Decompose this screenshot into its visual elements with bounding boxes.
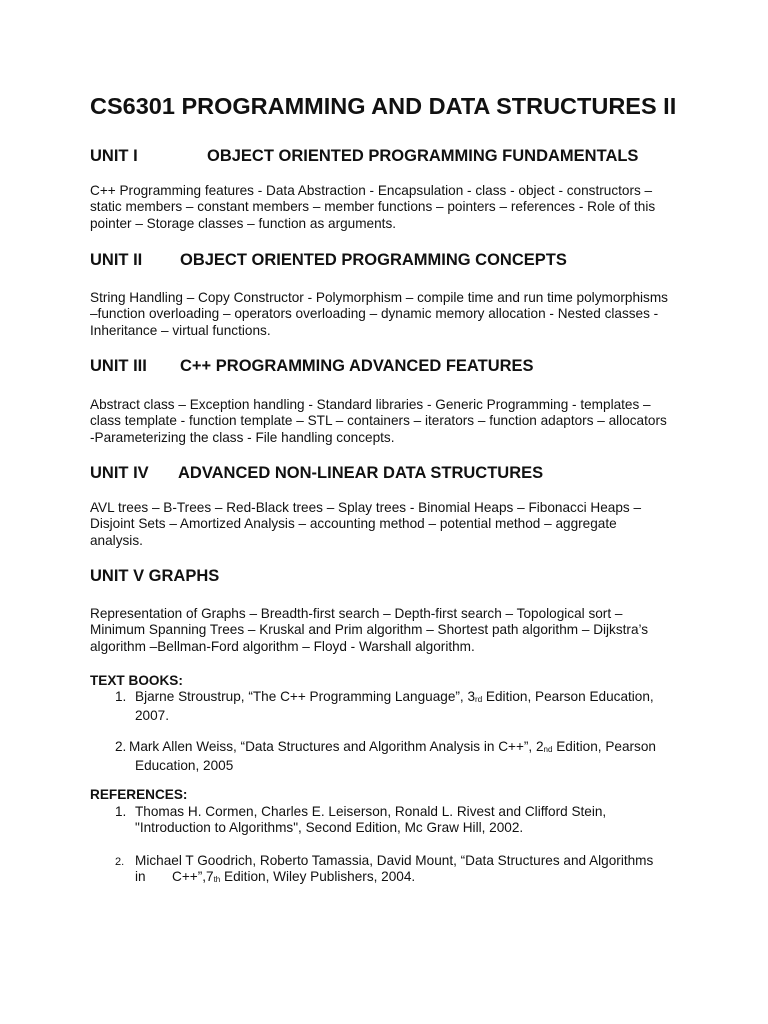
textbook-2-line: Education, 2005 bbox=[135, 758, 234, 774]
textbook-2 bbox=[129, 739, 656, 775]
unit-1-heading bbox=[90, 147, 638, 166]
unit-1-title: OBJECT ORIENTED PROGRAMMING FUNDAMENTALS bbox=[207, 147, 639, 165]
unit-1-number: UNIT I bbox=[90, 147, 138, 165]
unit-1-topics-line: static members – constant members – member functions – pointers – references - Role of this bbox=[90, 199, 656, 215]
reference-1-line: Thomas H. Cormen, Charles E. Leiserson, Ronald L. Rivest and Clifford Stein, bbox=[135, 804, 607, 819]
textbook-2-text-end: Edition, Pearson bbox=[552, 739, 656, 754]
textbook-2-line bbox=[129, 739, 656, 758]
unit-3-title: C++ PROGRAMMING ADVANCED FEATURES bbox=[180, 357, 534, 375]
unit-3-number: UNIT III bbox=[90, 357, 147, 375]
unit-2-topics-line: –function overloading – operators overloading – dynamic memory allocation - Nested classes - bbox=[90, 306, 659, 322]
unit-2-topics-line: Inheritance – virtual functions. bbox=[90, 322, 271, 338]
unit-3-topics-line: Abstract class – Exception handling - Standard libraries - Generic Programming - templates – bbox=[90, 397, 651, 412]
unit-5-topics-line: algorithm –Bellman-Ford algorithm – Floyd - Warshall algorithm. bbox=[90, 638, 475, 654]
textbook-1-text-end: Edition, Pearson Education, bbox=[482, 689, 654, 704]
unit-5-heading bbox=[90, 567, 219, 586]
unit-2-topics-line: String Handling – Copy Constructor - Polymorphism – compile time and run time polymorphisms bbox=[90, 290, 668, 305]
page-title: CS6301 PROGRAMMING AND DATA STRUCTURES II bbox=[90, 93, 677, 119]
unit-4-topics-line: AVL trees – B-Trees – Red-Black trees – Splay trees - Binomial Heaps – Fibonacci Heaps – bbox=[90, 500, 642, 515]
unit-1-topics bbox=[90, 183, 690, 232]
unit-3-topics-line: class template - function template – STL – containers – iterators – function adaptors – allocators bbox=[90, 413, 667, 429]
unit-3-heading bbox=[90, 357, 534, 376]
unit-2-title: OBJECT ORIENTED PROGRAMMING CONCEPTS bbox=[180, 251, 567, 269]
unit-5-number: UNIT V GRAPHS bbox=[90, 567, 220, 585]
unit-3-topics-line: -Parameterizing the class - File handling concepts. bbox=[90, 429, 395, 445]
textbook-2-marker: 2. bbox=[115, 739, 127, 754]
reference-2-marker: 2. bbox=[115, 856, 125, 868]
unit-4-topics bbox=[90, 500, 690, 549]
textbook-1-ordinal: rd bbox=[475, 695, 483, 704]
unit-5-topics-line: Minimum Spanning Trees – Kruskal and Prim algorithm – Shortest path algorithm – Dijkstra’s bbox=[90, 622, 649, 638]
textbook-2-ordinal: nd bbox=[543, 745, 553, 754]
reference-2-ordinal: th bbox=[213, 875, 221, 885]
unit-4-number: UNIT IV bbox=[90, 464, 149, 482]
reference-2-text: in C++”,7 bbox=[135, 869, 214, 885]
reference-1 bbox=[135, 804, 606, 837]
unit-2-heading bbox=[90, 251, 567, 270]
reference-1-line: "Introduction to Algorithms", Second Edition, Mc Graw Hill, 2002. bbox=[135, 820, 524, 836]
unit-1-topics-line: C++ Programming features - Data Abstraction - Encapsulation - class - object - constructors – bbox=[90, 183, 653, 198]
reference-2-text-end: Edition, Wiley Publishers, 2004. bbox=[220, 869, 416, 885]
textbook-1 bbox=[135, 689, 654, 725]
unit-4-title: ADVANCED NON-LINEAR DATA STRUCTURES bbox=[178, 464, 544, 482]
textbook-1-marker: 1. bbox=[115, 689, 127, 704]
reference-2 bbox=[135, 853, 653, 889]
references-label: REFERENCES: bbox=[90, 787, 188, 802]
reference-2-line: Michael T Goodrich, Roberto Tamassia, David Mount, “Data Structures and Algorithms bbox=[135, 853, 654, 868]
unit-4-heading bbox=[90, 464, 543, 483]
textbook-2-text: Mark Allen Weiss, “Data Structures and Algorithm Analysis in C++”, 2 bbox=[129, 739, 544, 754]
unit-2-number: UNIT II bbox=[90, 251, 143, 269]
unit-2-topics bbox=[90, 290, 690, 339]
reference-2-line bbox=[135, 869, 653, 888]
reference-1-marker: 1. bbox=[115, 804, 127, 819]
unit-3-topics bbox=[90, 397, 690, 446]
textbook-1-line bbox=[135, 689, 654, 708]
unit-5-topics bbox=[90, 606, 690, 655]
textbook-1-text: Bjarne Stroustrup, “The C++ Programming Language”, 3 bbox=[135, 689, 476, 704]
unit-4-topics-line: Disjoint Sets – Amortized Analysis – accounting method – potential method – aggregate bbox=[90, 516, 617, 532]
textbooks-label: TEXT BOOKS: bbox=[90, 673, 183, 688]
unit-5-topics-line: Representation of Graphs – Breadth-first search – Depth-first search – Topological sort – bbox=[90, 606, 623, 621]
unit-4-topics-line: analysis. bbox=[90, 532, 143, 548]
textbook-1-line: 2007. bbox=[135, 708, 170, 724]
unit-1-topics-line: pointer – Storage classes – function as arguments. bbox=[90, 215, 397, 231]
